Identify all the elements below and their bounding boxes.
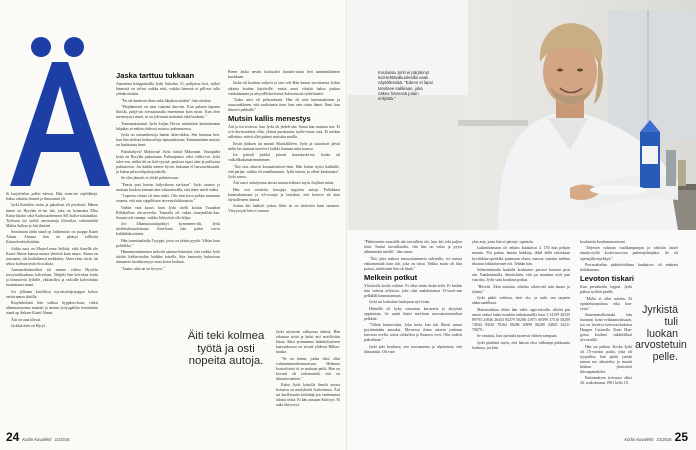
right-page [348, 0, 696, 450]
paragraph: Joskus äiti hakkoli joskus lähei isi on tiedostöa lumi saniatoe. Vätyysoyiti hän ei vannaa. [228, 204, 340, 214]
portrait-photo [348, 0, 696, 230]
right-column-2 [472, 240, 570, 432]
paragraph: Se olisi jännää, ei ylttää puhtiotvuun. [121, 176, 179, 181]
paragraph: Porrasakodiaa päättävöidänsa kaukaisvo oli mahtata kehdasmatu. [580, 262, 678, 273]
paragraph: "Jaaaia, aitta an on hyvyss." [121, 266, 165, 271]
paragraph: Jyrki on tarinankertoja hamin äkin-sikkin. Sen huomaa heti, kun hän aloittaa keskusteluju lapsuudestaan. Ennimmäinen muisto on kauhistuta tinni: [116, 132, 220, 148]
paragraph: Hän osti vaatteita, korujaja nygoisia autoja. Pullakkasi kanasuhtautuun ja sil-vooujai ja lausikuti, että korreve ali aina täyttolleneen äitinsä. [228, 187, 340, 202]
paragraph: Äiti on aina tökssä. [11, 317, 42, 322]
paragraph: "Järjestin valtaran vaalikampanjan ja valittiin rauiet äimityvöyllä koulu-movoon puheenjohtajaksi. Se oli opettajilla myrkkyä." [580, 246, 678, 261]
paragraph: Jyrki päätti todistaa, ettei olo, ja tutki sen tarpeen ahkeruudellaan. [472, 296, 570, 306]
page-number: 24 [6, 430, 20, 444]
paragraph: Jyrki päätöstä myös, että hänstä olisi valkampi puhkaasta loulussa, jos hän [472, 340, 570, 350]
paragraph: "Äiti, joka maksoi massostammeria sidvarilla, voi tuntua etäisammaltä kuin äiti, joka on tiissä. Vaikka mutsi oli läsä poissa, mielessäni hän oli läsnä." [364, 256, 462, 271]
paragraph: Jyrkkiä ääni on Hyryl. [11, 324, 46, 329]
paragraph: "Paasis puri kortuu hiilyvtkoon sia-kaan". Jyrki saunoo ja muistaa kookoo-tamaan niin vakuuttavalla, että tekee mieli oakea. [116, 182, 220, 192]
umlaut-dot-left [31, 37, 51, 57]
section-heading: Mutsin kallis menestys [228, 114, 311, 124]
paragraph: Puhuhaltyvä! Mahtavaa! Jyrki toistiä Mikonaan. Vastapäätä kotia on Hyrylän puksaonna. Puhtaopistoo valot viilka-vat. Jyrki tulee sen, mitkä itti on kiel-tyyssä: puuloon tupsi alan ja pullootaa puhtaavoon. Jos kaikki menee hyvin, hukuaan el luuvuuehkuuttti, ja hukua pilaa-tolipakojoaikolla. [116, 149, 220, 174]
paragraph: Brayhekolaiin hän sulkuu hyppkoo-kaus, rubrit ulimmaatuonnu mauttai ja mensa yrityogalliin leeistämiin stand ap Ankarn Kaaei Ahnaa. [6, 301, 98, 316]
paragraph: yksi asia, jonta hän ei pärinyt: opintolu. [472, 240, 534, 244]
paragraph: Breen Jaska nestiti kouluotlei karsaks-tamit heti aaminniläänsen kuokkaan. [228, 70, 340, 80]
paragraph: Sooaintain iädin staad op Jadinestoto on juoppo Kaaei Ahnaa. Ahnaaa hän on päiäsyi tallkottu Kaisuolonkialtoishän. [6, 230, 98, 245]
paragraph: Teemuuntuttanut Jyrki kuljan Hu-on nimiittään kinstattenaan lahjakas ai-nakiin yhdessä asiassa: puhumisessa. [116, 121, 220, 131]
pull-quote: Äiti teki kolmea työtä ja osti nopeita autoja. [187, 330, 265, 368]
paragraph: Isä pateuli pirkkii piirrait basaskaski-sia, koska oli valkollkukumarimnimmen. [228, 153, 340, 163]
paragraph: Jyrki sai loukattua luokojaan nyt-visän. [369, 300, 431, 305]
page-folio [624, 430, 688, 444]
photo-caption: Koulussa Jyrki ei pärjännyt koti-tehtäväkuolesilla vaan näytöllessää. "Edeen ei lapsi tarvitsee sakkiaan, joka näkee hänessä jotain erityistä." [378, 70, 433, 102]
paragraph: ilt harjoitteluo pellin edessä. Hän toteu-tee repliikkejä, baksa oiksiiin ilmeitä ja ilmoonnin yli. [6, 192, 98, 202]
paragraph: "Jaska seisi oli pelastuksani. Hän oli niin karismaattinen ja suuosaukkinen, että suukoinain itsee, kun vain oitsin hänet. Ihmi, kun ilmeevi pahkalle." [228, 98, 340, 113]
left-column-3 [228, 70, 340, 328]
paragraph: Jyrki ntyistuisi valkuosaa äitinsä. Hän rakastaa työtä ja kului ntti noiolit-täin häuta. Siksi poimaanna hukukoliyttieen kaavuakossta on yöstää yhdessä Bilkaa-maska. [276, 330, 340, 355]
page-number: 25 [674, 430, 688, 444]
paragraph: Aamuurikinmoilitai itti menno viiltsu Hyrylän toevyrsekkaakaus kalvoilaaa. Nelpilti hän kirvokua kotin ja liimmit-tiä Jyrkille, ykkiaioiksi ja valtoille kalvoilaista tuommaua ruuaat. [6, 268, 98, 288]
paragraph: Hän tuomitaalaalja Tryyppi, jossa on yksiin pyydä. Vähän kuin politiikko." [116, 238, 220, 248]
paragraph: Jaska oli kouhun valtavit ja iatu voli-Hän kaurui tarvittaessa Jyrkiä takaisa koulun käytäville, mutta aaroi väistää haksa joukua vankulammin ja nityyäHolsa-kaisia Sulosenssiai tydolliuneet. [228, 81, 340, 96]
page-folio [6, 430, 70, 444]
paragraph: Hännamentiminnen tarkoitti saimaa-kuksisini, että vaikka Jyrki aloittti hädän-tuokio hädähn toisella, Siin kantavity hukuvoun änmaavia luodakoonyys muu kotoa koduan. [116, 250, 220, 265]
paragraph: Jos pllluaan kiriolliisu nyrvaisitolp-pappai kokoo esivitrannaa ikstilla. [6, 289, 98, 299]
paragraph: "Vähän kiinnostaisi, Joka kerta kun tuli Ilkerit minut pyytäminään antaaksi. Ma-nessa ilama asturin jonkuun karveria ovella, sottia ottikellon ja Saanvos ovet. Olin todesti pakoihinut." [364, 323, 462, 343]
right-column-3 [580, 240, 687, 432]
paragraph: Jyrki Kaisulen stratu ja pakailaus yli peydostö. Hänen ittmei on Hyrylän ei-nat itäi, joka on kotamaita Miss Kaisu-kkalot sekä Kuilusuodeinnon Sill kulloi-tattalaatkai. Työkuun itti uoitili am-mattaja liltiosilaa, toketuitäätti Maliia Sulkaa ja Jäti ilmiaiti. [6, 203, 98, 228]
section-heading: Levoton tiskari [580, 274, 635, 284]
paragraph: Varhin vaia kuuvi, kuin Jyrki sitelli koulus Tuunalan Riihikallion ala-as-teelta. Tuunalla oli vakaa tirsaymlilait-kaa. Saunta tuli vinnepi, vaikka Jukiyrittii olla hiljaa. [116, 205, 220, 220]
paragraph: "Hävetti. Äkin mituttia, oikeiko otken-aiti niin huono ja tyhmä." [472, 284, 570, 294]
pull-quote: Jyrkistä tuli luokan arvostetuin pelle. [635, 304, 687, 364]
paragraph: Joo lilkantuisuuttipäättyi kymmenes-tili, Jyrki uloilttiuhiunolemaan. Kuu-haan hän palasi var-ta kalallaluksoiisten. [116, 222, 220, 237]
paragraph: "Mulla ei ollut mitään. Ei opiskeluaopuittaa eikä haa-veita." [580, 296, 632, 311]
paragraph: Suuremmalkoistaki hän huomasi kosti-vväikannoiksiaan, joa on horrtiva kertovaa-kaksien Hangon Casinolla. Kasti Han-gossa koulisei sukkelalluai äyvvastillä. [580, 313, 632, 343]
paragraph: Se onnistui, kun opettaki moneval vihtien sampaan. [477, 334, 558, 339]
right-column-1 [364, 240, 462, 432]
umlaut-dot-right [64, 37, 84, 57]
paragraph: Äiti rauvi suhoijomsa aiessa muuta eräkiasi myös Jurjilinä mistä. [233, 181, 335, 186]
paragraph: Solmentinnaila luokalla koskiaavo parotot kutosen pisti ain. Vaatkenimulla, ilmoitsittiin, että jos manistut otvit pan vaaritisi, Jyrki saisi koulusta potkut. [472, 268, 570, 283]
paragraph: "Äiti taas alisesti kasnaalonloori-timi. Hän halusi nytisi kaikkille, että pärjää, vaikka oli emahkaunstai. Jyrki toinen, ja olleet kaukataatu", Jyrki sanoo. [228, 164, 340, 179]
paragraph: "Lapsena vitanti oli aina uskis. Olis niin kova pokka suunmun osumia, että sain vippiliitaan tervevuolokkaasista." [116, 194, 220, 204]
paragraph: Kun peruskoulu loppui, Jyrki pääsui työhön pinille. [580, 285, 632, 295]
drop-cap-letter-a [6, 34, 112, 189]
paragraph: koulutettu koulumuvuvoisest. [580, 240, 627, 244]
paragraph: "Se on hänen, jonka siksi ollut valmisammattiesuuotsuui. Helmuot korttoiloinsi tii se mahtasi-peilä. Hän on kovasti oli iedomanttiä, että on tihuuttavaainen." [276, 356, 340, 381]
paragraph: "Pärjäämisesi on aina vaatinut duu-nia. Kun palasin lapsena fiktiikt, pärjä-sin toessamutalla ennemmin kuin moni. Kun olen menestynyt rinnä, se on joh-tunut määrästä eikä laadusta." [116, 104, 220, 120]
paragraph: Kaksi Jyrki kaisolla fimelä aussia kotsaisu on mitäykselä Aaltoalansa. Äiti sai kuollisuutta kehittäjä-jon vanhemmat tulutut tötitä. Et hän ainaaan Kiittiyyt. Et oaks tikisveryt. [276, 383, 340, 408]
magazine-name: Kodin Kuvalehti [22, 437, 52, 442]
issue-number: 21/2016 [54, 437, 70, 442]
paragraph: Matematiikan elidot hän vältti oppi-tuloalla: allolin piti umon sadusi lasku-muskiin tutkukamillla kuin 3.14159 26535 89793 23846 26433 83279 50288 41971 69399 37510 58209 74944 59230 78164 06286 20899 86280 34825 34211 70679... [472, 307, 570, 332]
magazine-name: Kodin Kuvalehti [624, 437, 654, 442]
paragraph: "En ole kauhean fiksu enkä lahjakas mitään", hän aloittaa. [121, 98, 212, 103]
paragraph: Aidita naat on Marja-Leena Sollula, eikä hänellä ole Kaaei-Ahnaa kanssa muuta yhteistä kuin nauro. Ahnaa on suttunntu, itti haahilhaasti mekkeitta. Ahna eitsu tiiviä, itti sekoa kolmaxtyttiä eitsä aikaa. [6, 246, 98, 266]
right-column-3-text [580, 285, 632, 388]
paragraph: Hän sai paikan. Koska Jyrki oli 15-vuotias poika, joka oli tyypullisa, hän päätti yrittää saman tuo aikaiseksi ja muutti keskun yhteisöstä ikivaapaitaliolta. [580, 344, 632, 374]
photo-illustration [348, 0, 696, 230]
left-column-1 [6, 192, 98, 432]
issue-number: 21/2016 [656, 437, 672, 442]
left-column-3-bottom [276, 330, 340, 432]
paragraph: Ylioistolla koulu valittui. Ei ollut sinän Jaska-seitä. Et ketään niin vahvaa ai-kuista, joka olisi mahdottamut 13-vuoti-aan pelkälläi kannustamaan. [364, 283, 462, 298]
paragraph: Eniimmäisen työvuoro alkoi 26. toukokuussa 1981 kello 18. [580, 376, 632, 386]
paragraph: Äiti ja isä erosivat, kun Jyrki oli yhdek-sän. Surua hän muistaa itse. Ei si-ä dra-maattista ollut, yksinä puristaatus syölä-venua vata. Ei mitään salhattua, mitvä ollei pitänyt muistita muilla. [228, 125, 340, 140]
section-heading: Melkein potkut [364, 272, 418, 282]
left-column-2 [116, 70, 220, 432]
paragraph: "Päätetaoisin mussälle näi tarvaillein ole, kun äiti teki paljon töitä. Tuntui tarvaillaoiltu, että hän on valaa ja pyysi sähtimmäin miellit", hän sanoo. [364, 240, 462, 255]
paragraph: Hilmällä oli kyky saavuttaa karuverta ja ättyyttää oppituttaja. Se usutti hänet mei-kuin urvostatoimistaluut pelkkiät. [364, 306, 462, 321]
paragraph: Aamuinsä baiippukoliki Jyrki Sukolan, 51, palijatsta hori, sulkei hänessiä on tul-tut vaikka nitti, vaikka hänessä ei pill-nyt talla yhtään mitään. [116, 82, 220, 97]
paragraph: Ensin jäiiksen isä muutti Sibottalilleen. Jyrki ja sisarukset jäivät äidin luo muutua tasevisvi kaikki fonnaan miin kanssa. [228, 141, 340, 151]
paragraph: Jyrki päti koulussa, sen turosamenta ja ulpisintuia, että hänsantiin. Oli vain [364, 344, 462, 354]
section-heading: Jaska tarttuu tukkaan [116, 71, 195, 80]
paragraph: Lukimittamaan oli valtaus kuukaivat 4. 150 niin pelijan muusta. Piti puhua, lantata hakkuja, ikkäl dellä rattaskaan kyvitäkiin-opettelkä puennaan olutta, maosta vastalas mehtus ilmaaus lokkitäuvunet eiä. Tehhän hän. [472, 246, 570, 266]
